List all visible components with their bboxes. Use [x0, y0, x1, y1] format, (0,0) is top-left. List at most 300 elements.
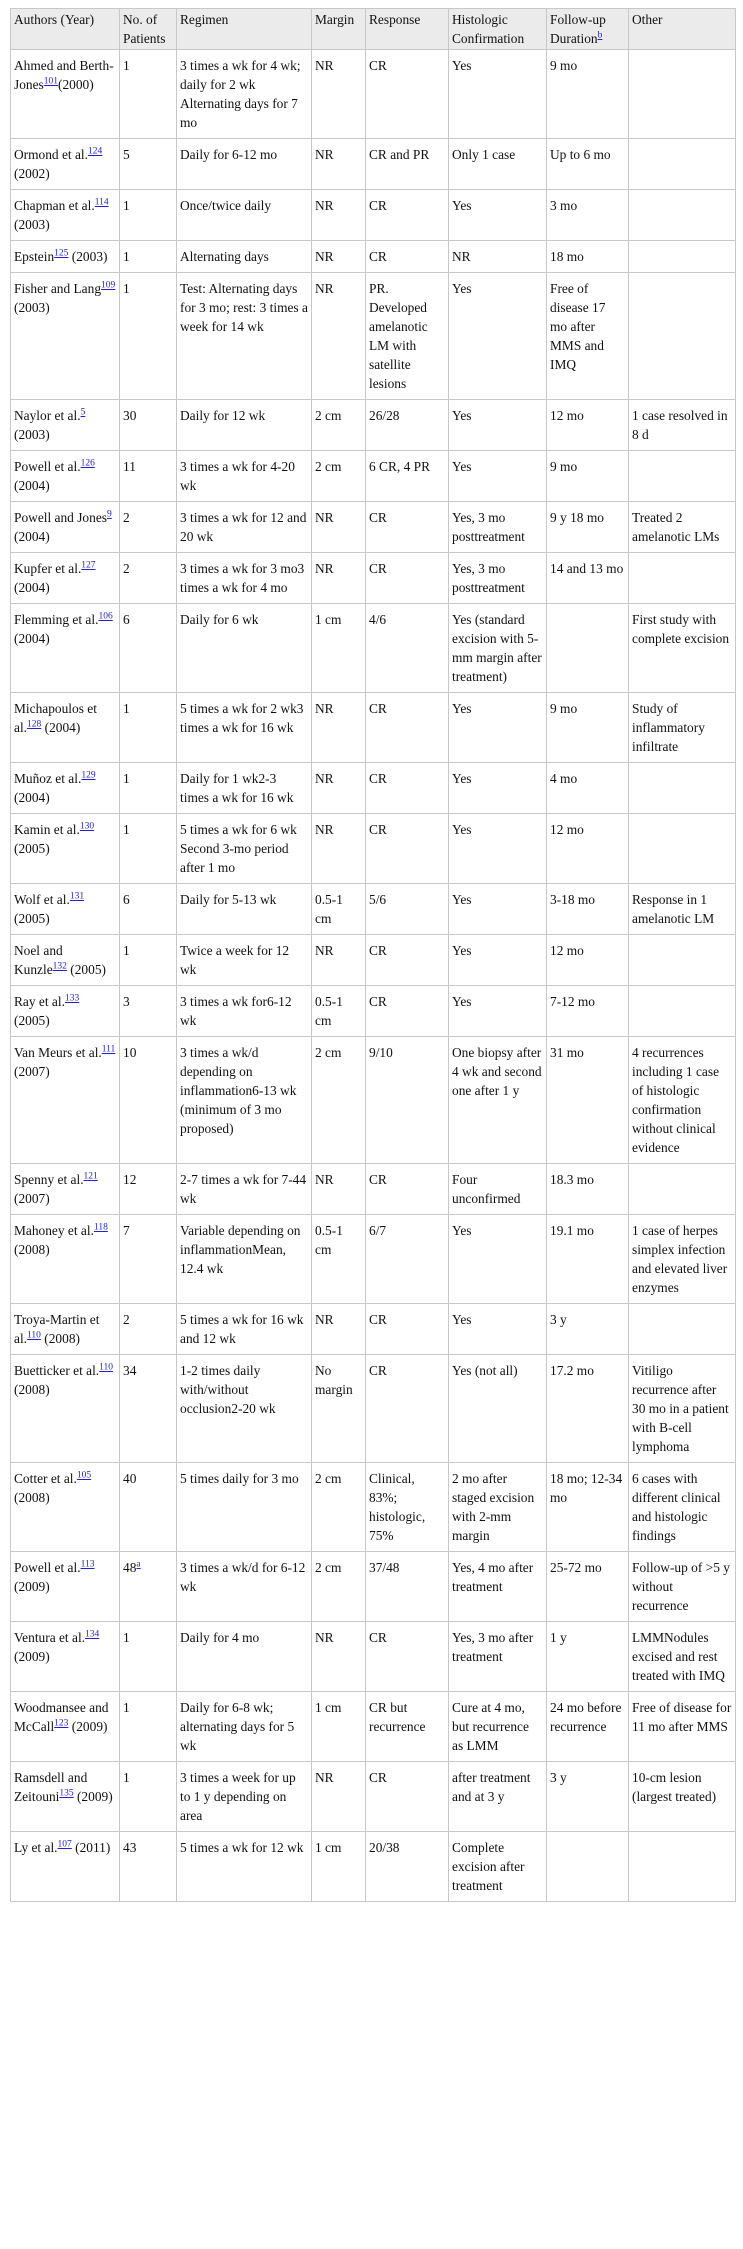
- publication-year: (2005): [14, 911, 50, 926]
- follow-up-cell: [547, 1304, 629, 1355]
- histologic-confirmation-cell-text: Yes: [452, 943, 472, 958]
- author-cell: [11, 1164, 120, 1215]
- regimen-cell: [177, 1692, 312, 1762]
- margin-cell: [312, 139, 366, 190]
- column-header: [629, 9, 736, 50]
- histologic-confirmation-cell-text: Yes (not all): [452, 1363, 518, 1378]
- follow-up-cell-text: 3-18 mo: [550, 892, 596, 907]
- margin-cell-text: 2 cm: [315, 459, 342, 474]
- margin-cell-text: NR: [315, 701, 334, 716]
- citation-link[interactable]: 106: [98, 611, 113, 622]
- histologic-confirmation-cell-text: Yes: [452, 281, 472, 296]
- patients-cell-text: 10: [123, 1045, 137, 1060]
- patients-cell-text: 1: [123, 1630, 130, 1645]
- patients-cell-text: 2: [123, 510, 130, 525]
- margin-cell: [312, 884, 366, 935]
- follow-up-cell: [547, 1463, 629, 1552]
- publication-year: (2004): [41, 720, 81, 735]
- author-name: Epstein: [14, 249, 55, 264]
- table-row: [11, 763, 736, 814]
- citation-link[interactable]: 132: [52, 961, 67, 972]
- regimen-cell: [177, 1215, 312, 1304]
- citation-link[interactable]: 133: [64, 993, 80, 1004]
- response-cell-text: CR: [369, 1312, 387, 1327]
- follow-up-cell-text: 19.1 mo: [550, 1223, 594, 1238]
- citation-marker: [99, 1363, 113, 1373]
- author-name: Ormond et al.: [14, 147, 89, 162]
- footnote-marker: [136, 1560, 140, 1570]
- histologic-confirmation-cell: [449, 273, 547, 400]
- margin-cell: [312, 1304, 366, 1355]
- column-header-label: Regimen: [180, 12, 229, 27]
- table-row: [11, 1692, 736, 1762]
- other-cell-text: 1 case resolved in 8 d: [632, 408, 728, 442]
- column-header: [120, 9, 177, 50]
- other-cell-text: LMMNodules excised and rest treated with IMQ: [632, 1630, 725, 1683]
- patients-cell: [120, 763, 177, 814]
- margin-cell: [312, 986, 366, 1037]
- histologic-confirmation-cell: [449, 1622, 547, 1692]
- margin-cell: [312, 693, 366, 763]
- citation-marker: [81, 408, 86, 418]
- citation-marker: [81, 1560, 95, 1570]
- follow-up-cell-text: 25-72 mo: [550, 1560, 602, 1575]
- histologic-confirmation-cell-text: Yes: [452, 408, 472, 423]
- citation-link[interactable]: 105: [76, 1470, 92, 1481]
- citation-link[interactable]: 9: [106, 509, 112, 520]
- author-cell: [11, 451, 120, 502]
- histologic-confirmation-cell: [449, 1552, 547, 1622]
- histologic-confirmation-cell-text: NR: [452, 249, 471, 264]
- citation-link[interactable]: 126: [80, 458, 95, 469]
- table-row: [11, 1832, 736, 1902]
- patients-cell-text: 6: [123, 612, 130, 627]
- response-cell: [366, 1552, 449, 1622]
- regimen-cell-text: 3 times a week for up to 1 y depending on area: [180, 1770, 296, 1823]
- column-header-label: Response: [369, 12, 421, 27]
- response-cell: [366, 884, 449, 935]
- author-cell: [11, 693, 120, 763]
- citation-link[interactable]: 124: [88, 146, 103, 157]
- histologic-confirmation-cell: [449, 1304, 547, 1355]
- regimen-cell: [177, 1037, 312, 1164]
- other-cell-text: Study of inflammatory infiltrate: [632, 701, 705, 754]
- citation-link[interactable]: 111: [101, 1044, 116, 1055]
- author-name: Powell et al.: [14, 459, 81, 474]
- regimen-cell-text: 5 times a wk for 6 wk Second 3-mo period after 1 mo: [180, 822, 297, 875]
- regimen-cell: [177, 502, 312, 553]
- footnote-link[interactable]: b: [597, 30, 603, 41]
- publication-year: (2004): [14, 580, 50, 595]
- publication-year: (2004): [14, 478, 50, 493]
- follow-up-cell: [547, 763, 629, 814]
- follow-up-cell-text: 3 y: [550, 1312, 567, 1327]
- histologic-confirmation-cell-text: Yes, 3 mo posttreatment: [452, 561, 525, 595]
- margin-cell-text: NR: [315, 249, 334, 264]
- patients-cell: [120, 50, 177, 139]
- patients-cell: [120, 241, 177, 273]
- author-cell: [11, 884, 120, 935]
- response-cell-text: 6/7: [369, 1223, 387, 1238]
- margin-cell-text: NR: [315, 561, 334, 576]
- author-cell: [11, 50, 120, 139]
- patients-cell: [120, 190, 177, 241]
- patients-cell-text: 1: [123, 249, 130, 264]
- other-cell-text: Treated 2 amelanotic LMs: [632, 510, 720, 544]
- histologic-confirmation-cell-text: Yes: [452, 994, 472, 1009]
- patients-cell: [120, 1692, 177, 1762]
- histologic-confirmation-cell-text: Yes (standard excision with 5-mm margin after treatment): [452, 612, 542, 684]
- histologic-confirmation-cell-text: Yes, 3 mo after treatment: [452, 1630, 534, 1664]
- response-cell-text: CR and PR: [369, 147, 430, 162]
- follow-up-cell: [547, 604, 629, 693]
- margin-cell-text: 1 cm: [315, 1700, 342, 1715]
- patients-cell-text: 7: [123, 1223, 130, 1238]
- margin-cell: [312, 502, 366, 553]
- follow-up-cell: [547, 502, 629, 553]
- regimen-cell: [177, 763, 312, 814]
- response-cell-text: 5/6: [369, 892, 387, 907]
- author-cell: [11, 763, 120, 814]
- citation-link[interactable]: 110: [99, 1362, 114, 1373]
- follow-up-cell: [547, 1164, 629, 1215]
- patients-cell: [120, 814, 177, 884]
- response-cell: [366, 502, 449, 553]
- regimen-cell-text: 2-7 times a wk for 7-44 wk: [180, 1172, 307, 1206]
- citation-link[interactable]: 110: [27, 1330, 41, 1341]
- publication-year: (2004): [14, 529, 50, 544]
- author-name: Buetticker et al.: [14, 1363, 100, 1378]
- follow-up-cell: [547, 1832, 629, 1902]
- response-cell: [366, 763, 449, 814]
- follow-up-cell-text: 17.2 mo: [550, 1363, 594, 1378]
- response-cell-text: CR: [369, 198, 387, 213]
- author-cell: [11, 502, 120, 553]
- response-cell-text: 4/6: [369, 612, 387, 627]
- follow-up-cell-text: 4 mo: [550, 771, 578, 786]
- margin-cell-text: NR: [315, 943, 334, 958]
- citation-marker: [101, 281, 115, 291]
- publication-year: (2007): [14, 1064, 50, 1079]
- follow-up-cell-text: Free of disease 17 mo after MMS and IMQ: [550, 281, 606, 372]
- citation-marker: [81, 459, 95, 469]
- margin-cell-text: 2 cm: [315, 1471, 342, 1486]
- table-row: [11, 1463, 736, 1552]
- response-cell-text: CR: [369, 822, 387, 837]
- response-cell: [366, 814, 449, 884]
- margin-cell-text: NR: [315, 147, 334, 162]
- response-cell: [366, 1622, 449, 1692]
- follow-up-cell: [547, 986, 629, 1037]
- table-row: [11, 1622, 736, 1692]
- patients-cell: [120, 1622, 177, 1692]
- table-row: [11, 451, 736, 502]
- other-cell: [629, 190, 736, 241]
- table-row: [11, 1164, 736, 1215]
- publication-year: (2009): [68, 1719, 108, 1734]
- citation-link[interactable]: 131: [69, 891, 85, 902]
- table-row: [11, 884, 736, 935]
- author-cell: [11, 139, 120, 190]
- citation-link[interactable]: 128: [27, 719, 42, 730]
- regimen-cell-text: Alternating days: [180, 249, 269, 264]
- follow-up-cell-text: 7-12 mo: [550, 994, 596, 1009]
- response-cell-text: 37/48: [369, 1560, 400, 1575]
- citation-link[interactable]: 127: [81, 560, 96, 571]
- histologic-confirmation-cell-text: Yes: [452, 771, 472, 786]
- histologic-confirmation-cell-text: Yes: [452, 892, 472, 907]
- patients-cell: [120, 884, 177, 935]
- column-header-label: No. of Patients: [123, 12, 166, 46]
- other-cell: [629, 502, 736, 553]
- follow-up-cell-text: 18.3 mo: [550, 1172, 594, 1187]
- author-name: Wolf et al.: [14, 892, 70, 907]
- citation-marker: [77, 1471, 91, 1481]
- publication-year: (2009): [73, 1789, 113, 1804]
- margin-cell: [312, 190, 366, 241]
- margin-cell: [312, 1552, 366, 1622]
- follow-up-cell: [547, 553, 629, 604]
- response-cell: [366, 1355, 449, 1463]
- margin-cell: [312, 1832, 366, 1902]
- citation-link[interactable]: 121: [83, 1171, 98, 1182]
- follow-up-cell: [547, 273, 629, 400]
- author-name: Powell et al.: [14, 1560, 81, 1575]
- publication-year: (2009): [14, 1649, 50, 1664]
- author-cell: [11, 1304, 120, 1355]
- histologic-confirmation-cell-text: Yes: [452, 58, 472, 73]
- histologic-confirmation-cell: [449, 986, 547, 1037]
- margin-cell-text: NR: [315, 198, 334, 213]
- citation-link[interactable]: 113: [80, 1559, 95, 1570]
- table-row: [11, 986, 736, 1037]
- follow-up-cell: [547, 451, 629, 502]
- column-header: [547, 9, 629, 50]
- histologic-confirmation-cell: [449, 1832, 547, 1902]
- follow-up-cell-text: 18 mo: [550, 249, 584, 264]
- histologic-confirmation-cell-text: Yes, 4 mo after treatment: [452, 1560, 534, 1594]
- author-name: Ahmed and Berth-Jones: [14, 58, 114, 92]
- table-header-row: [11, 9, 736, 50]
- citation-link[interactable]: 129: [81, 770, 96, 781]
- patients-cell-text: 30: [123, 408, 137, 423]
- patients-cell-text: 1: [123, 771, 130, 786]
- follow-up-cell-text: Up to 6 mo: [550, 147, 611, 162]
- author-name: Naylor et al.: [14, 408, 81, 423]
- other-cell-text: Free of disease for 11 mo after MMS: [632, 1700, 732, 1734]
- response-cell-text: CR: [369, 1172, 387, 1187]
- histologic-confirmation-cell: [449, 400, 547, 451]
- column-header: [11, 9, 120, 50]
- margin-cell: [312, 1355, 366, 1463]
- regimen-cell: [177, 451, 312, 502]
- regimen-cell: [177, 1355, 312, 1463]
- response-cell: [366, 1832, 449, 1902]
- histologic-confirmation-cell-text: Only 1 case: [452, 147, 516, 162]
- margin-cell: [312, 763, 366, 814]
- regimen-cell: [177, 1552, 312, 1622]
- histologic-confirmation-cell-text: Cure at 4 mo, but recurrence as LMM: [452, 1700, 529, 1753]
- regimen-cell: [177, 935, 312, 986]
- publication-year: (2004): [14, 790, 50, 805]
- patients-cell: [120, 935, 177, 986]
- author-name: Kupfer et al.: [14, 561, 82, 576]
- footnote-link[interactable]: a: [136, 1559, 141, 1570]
- table-row: [11, 935, 736, 986]
- regimen-cell: [177, 400, 312, 451]
- column-header-label: Histologic Confirmation: [452, 12, 525, 46]
- citation-link[interactable]: 134: [85, 1629, 100, 1640]
- table-row: [11, 139, 736, 190]
- patients-cell-text: 43: [123, 1840, 137, 1855]
- table-row: [11, 814, 736, 884]
- column-header: [366, 9, 449, 50]
- patients-cell: [120, 451, 177, 502]
- regimen-cell-text: 3 times a wk for 4 wk; daily for 2 wk Alternating days for 7 mo: [180, 58, 301, 130]
- citation-link[interactable]: 125: [54, 248, 69, 259]
- patients-cell: [120, 1304, 177, 1355]
- author-name: Troya-Martin et al.: [14, 1312, 100, 1346]
- publication-year: (2008): [14, 1382, 50, 1397]
- margin-cell-text: NR: [315, 771, 334, 786]
- citation-marker: [88, 147, 102, 157]
- histologic-confirmation-cell: [449, 1463, 547, 1552]
- follow-up-cell: [547, 400, 629, 451]
- column-header-label: Follow-up Duration: [550, 12, 606, 46]
- follow-up-cell: [547, 1622, 629, 1692]
- citation-link[interactable]: 107: [57, 1839, 72, 1850]
- citation-link[interactable]: 114: [94, 197, 109, 208]
- patients-cell-text: 2: [123, 561, 130, 576]
- histologic-confirmation-cell: [449, 1215, 547, 1304]
- citation-marker: [102, 1045, 116, 1055]
- citation-link[interactable]: 109: [101, 280, 116, 291]
- author-cell: [11, 986, 120, 1037]
- other-cell: [629, 1762, 736, 1832]
- response-cell-text: CR: [369, 1630, 387, 1645]
- histologic-confirmation-cell: [449, 553, 547, 604]
- response-cell: [366, 986, 449, 1037]
- margin-cell: [312, 1762, 366, 1832]
- author-name: Mahoney et al.: [14, 1223, 94, 1238]
- margin-cell: [312, 451, 366, 502]
- publication-year: (2003): [14, 217, 50, 232]
- histologic-confirmation-cell: [449, 1355, 547, 1463]
- citation-marker: [65, 994, 79, 1004]
- patients-cell-text: 1: [123, 701, 130, 716]
- citation-link[interactable]: 5: [80, 407, 86, 418]
- patients-cell: [120, 1463, 177, 1552]
- histologic-confirmation-cell: [449, 935, 547, 986]
- author-name: Fisher and Lang: [14, 281, 102, 296]
- response-cell: [366, 935, 449, 986]
- other-cell-text: 4 recurrences including 1 case of histologic confirmation without clinical evidence: [632, 1045, 720, 1155]
- publication-year: (2003): [68, 249, 108, 264]
- table-row: [11, 604, 736, 693]
- author-name: Ramsdell and Zeitouni: [14, 1770, 88, 1804]
- author-cell: [11, 1622, 120, 1692]
- histologic-confirmation-cell-text: Complete excision after treatment: [452, 1840, 525, 1893]
- citation-link[interactable]: 135: [59, 1788, 74, 1799]
- follow-up-cell-text: 24 mo before recurrence: [550, 1700, 622, 1734]
- histologic-confirmation-cell-text: Yes: [452, 198, 472, 213]
- follow-up-cell-text: 12 mo: [550, 943, 584, 958]
- author-cell: [11, 1215, 120, 1304]
- publication-year: (2005): [14, 841, 50, 856]
- other-cell: [629, 763, 736, 814]
- margin-cell: [312, 553, 366, 604]
- follow-up-cell: [547, 814, 629, 884]
- author-name: Kamin et al.: [14, 822, 80, 837]
- regimen-cell: [177, 884, 312, 935]
- author-name: Muñoz et al.: [14, 771, 82, 786]
- other-cell-text: 6 cases with different clinical and histologic findings: [632, 1471, 721, 1543]
- citation-link[interactable]: 130: [79, 821, 95, 832]
- footnote-marker: [598, 31, 603, 41]
- margin-cell-text: NR: [315, 1770, 334, 1785]
- regimen-cell-text: 3 times a wk for 12 and 20 wk: [180, 510, 307, 544]
- follow-up-cell: [547, 1355, 629, 1463]
- margin-cell-text: 1 cm: [315, 1840, 342, 1855]
- citation-link[interactable]: 123: [54, 1718, 69, 1729]
- table-row: [11, 1037, 736, 1164]
- author-cell: [11, 1355, 120, 1463]
- table-row: [11, 400, 736, 451]
- regimen-cell-text: Variable depending on inflammationMean, 12.4 wk: [180, 1223, 301, 1276]
- citation-marker: [85, 1630, 99, 1640]
- histologic-confirmation-cell: [449, 884, 547, 935]
- table-row: [11, 1355, 736, 1463]
- follow-up-cell: [547, 693, 629, 763]
- author-name: Ventura et al.: [14, 1630, 86, 1645]
- author-name: Ly et al.: [14, 1840, 58, 1855]
- margin-cell: [312, 241, 366, 273]
- regimen-cell: [177, 693, 312, 763]
- response-cell: [366, 693, 449, 763]
- patients-cell-text: 48: [123, 1560, 137, 1575]
- citation-marker: [58, 1840, 72, 1850]
- patients-cell: [120, 693, 177, 763]
- citation-link[interactable]: 101: [43, 76, 59, 87]
- response-cell-text: CR: [369, 249, 387, 264]
- histologic-confirmation-cell: [449, 693, 547, 763]
- regimen-cell: [177, 1622, 312, 1692]
- citation-marker: [80, 822, 94, 832]
- histologic-confirmation-cell: [449, 190, 547, 241]
- column-header-label: Other: [632, 12, 663, 27]
- publication-year: (2008): [40, 1331, 80, 1346]
- citation-link[interactable]: 118: [93, 1222, 108, 1233]
- margin-cell: [312, 1037, 366, 1164]
- margin-cell-text: 2 cm: [315, 1045, 342, 1060]
- histologic-confirmation-cell-text: Yes: [452, 1223, 472, 1238]
- follow-up-cell-text: 3 mo: [550, 198, 578, 213]
- response-cell-text: CR: [369, 1363, 387, 1378]
- citation-marker: [98, 612, 112, 622]
- regimen-cell: [177, 986, 312, 1037]
- author-name: Ray et al.: [14, 994, 65, 1009]
- other-cell: [629, 1692, 736, 1762]
- histologic-confirmation-cell: [449, 1037, 547, 1164]
- histologic-confirmation-cell: [449, 814, 547, 884]
- table-body: [11, 50, 736, 1902]
- response-cell-text: CR: [369, 561, 387, 576]
- author-cell: [11, 1463, 120, 1552]
- publication-year: (2005): [66, 962, 106, 977]
- response-cell-text: CR: [369, 994, 387, 1009]
- patients-cell-text: 1: [123, 1700, 130, 1715]
- regimen-cell: [177, 1164, 312, 1215]
